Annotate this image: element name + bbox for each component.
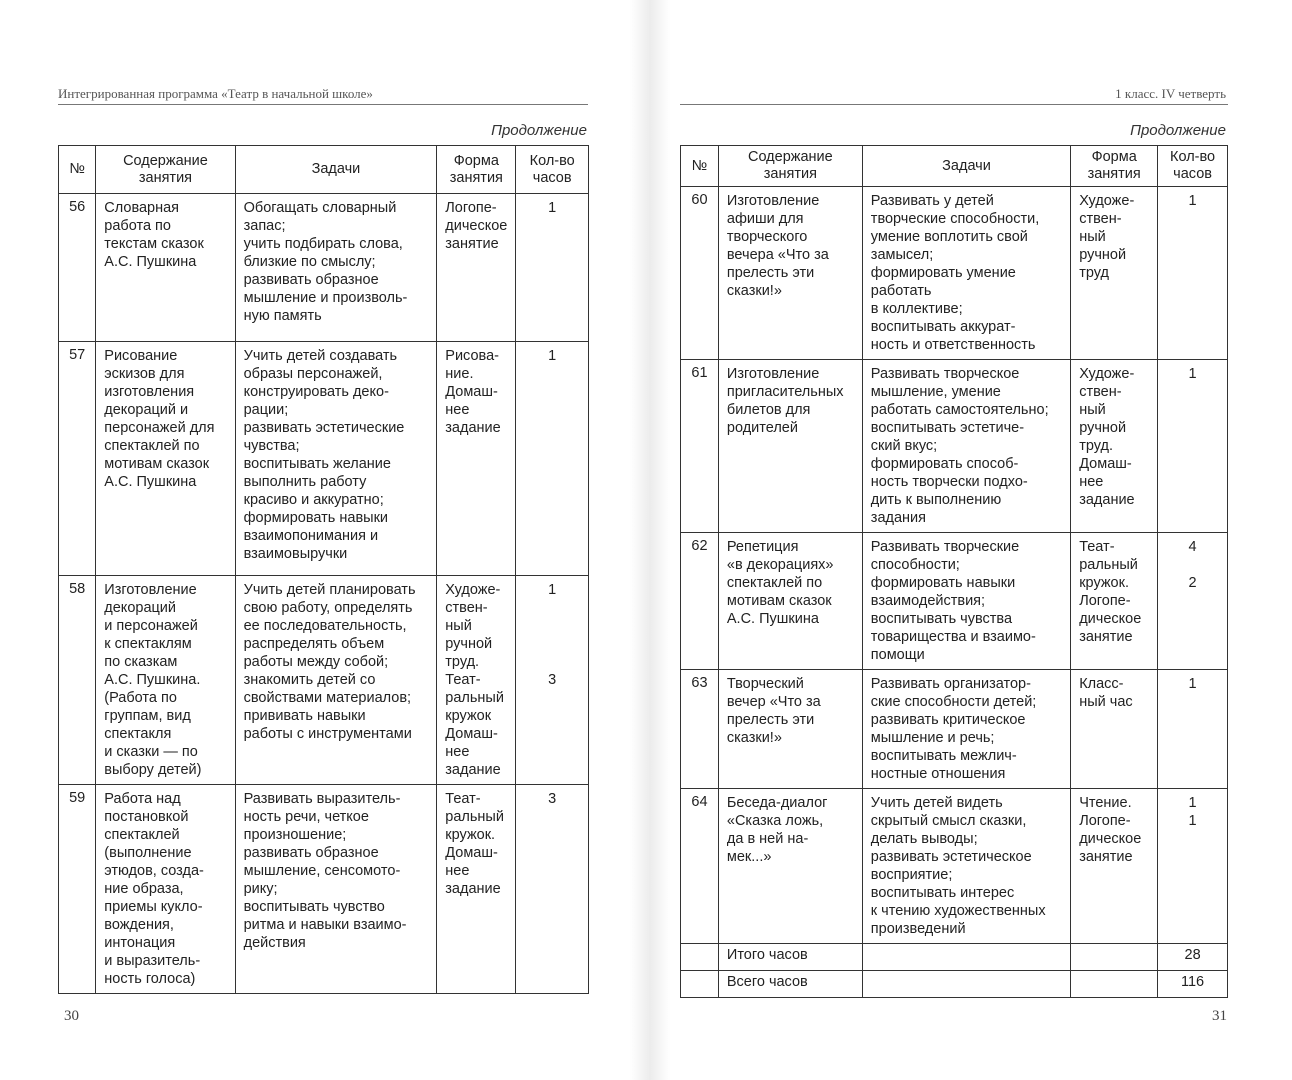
lesson-number: 56: [59, 194, 96, 342]
lesson-tasks: Развивать выразитель- ность речи, четкое произношение; развивать образное мышление, сенсомото- рику; воспитывать чувство ритма и навыки взаимо- действия: [235, 785, 437, 994]
lesson-form: Художе- ствен- ный ручной труд: [1071, 187, 1158, 360]
continuation-label-left: Продолжение: [491, 122, 587, 139]
table-row: [681, 670, 1228, 789]
table-header-row: [59, 146, 589, 194]
lesson-form: Рисова- ние. Домаш- нее задание: [437, 342, 516, 576]
table-row: [59, 342, 589, 576]
empty-cell: [681, 971, 719, 998]
lesson-number: 63: [681, 670, 719, 789]
lesson-number: 61: [681, 360, 719, 533]
lesson-table-left: [58, 145, 589, 994]
page-number-left: 30: [64, 1008, 79, 1024]
total-row-label: Итого часов: [718, 944, 862, 971]
table-row: [59, 194, 589, 342]
lesson-hours: 4 2: [1158, 533, 1228, 670]
total-row: [681, 944, 1228, 971]
table-row: [681, 533, 1228, 670]
lesson-tasks: Учить детей планировать свою работу, определять ее последовательность, распределять объем работы между собой; знакомить детей со свойствами материалов; прививать навыки работы с инструментами: [235, 576, 437, 785]
lesson-tasks: Развивать творческие способности; формировать навыки взаимодействия; воспитывать чувства товарищества и взаимо- помощи: [862, 533, 1070, 670]
table-row: [681, 187, 1228, 360]
header-number: №: [681, 146, 719, 187]
lesson-table-right: [680, 145, 1228, 998]
table-row: [681, 789, 1228, 944]
lesson-number: 58: [59, 576, 96, 785]
header-hours: Кол-во часов: [516, 146, 589, 194]
lesson-number: 57: [59, 342, 96, 576]
lesson-content: Беседа-диалог «Сказка ложь, да в ней на- мек...»: [718, 789, 862, 944]
lesson-content: Изготовление афиши для творческого вечера «Что за прелесть эти сказки!»: [718, 187, 862, 360]
lesson-number: 64: [681, 789, 719, 944]
header-form: Форма занятия: [437, 146, 516, 194]
lesson-number: 60: [681, 187, 719, 360]
lesson-content: Словарная работа по текстам сказок А.С. Пушкина: [96, 194, 235, 342]
continuation-label-right: Продолжение: [1130, 122, 1226, 139]
table-row: [59, 785, 589, 994]
lesson-content: Репетиция «в декорациях» спектаклей по мотивам сказок А.С. Пушкина: [718, 533, 862, 670]
lesson-tasks: Развивать у детей творческие способности, умение воплотить свой замысел; формировать умение работать в коллективе; воспитывать аккурат- ность и ответственность: [862, 187, 1070, 360]
empty-cell: [862, 971, 1070, 998]
lesson-form: Теат- ральный кружок. Логопе- дическое занятие: [1071, 533, 1158, 670]
header-tasks: Задачи: [862, 146, 1070, 187]
lesson-tasks: Развивать организатор- ские способности детей; развивать критическое мышление и речь; воспитывать межлич- ностные отношения: [862, 670, 1070, 789]
grand-total-row: [681, 971, 1228, 998]
lesson-hours: 1: [1158, 187, 1228, 360]
header-rule-left: [58, 104, 588, 105]
total-row-value: 28: [1158, 944, 1228, 971]
lesson-tasks: Учить детей создавать образы персонажей, конструировать деко- рации; развивать эстетические чувства; воспитывать желание выполнить работу красиво и аккуратно; формировать навыки взаимопонимания и взаимовыручки: [235, 342, 437, 576]
lesson-form: Класс- ный час: [1071, 670, 1158, 789]
lesson-content: Изготовление пригласительных билетов для родителей: [718, 360, 862, 533]
lesson-content: Творческий вечер «Что за прелесть эти сказки!»: [718, 670, 862, 789]
lesson-tasks: Учить детей видеть скрытый смысл сказки, делать выводы; развивать эстетическое восприятие; воспитывать интерес к чтению художественных произведений: [862, 789, 1070, 944]
grand-total-row-label: Всего часов: [718, 971, 862, 998]
header-hours: Кол-во часов: [1158, 146, 1228, 187]
lesson-hours: 1: [1158, 360, 1228, 533]
lesson-content: Изготовление декораций и персонажей к спектаклям по сказкам А.С. Пушкина. (Работа по группам, вид спектакля и сказки — по выбору детей): [96, 576, 235, 785]
table-row: [681, 360, 1228, 533]
running-head-left: Интегрированная программа «Театр в начальной школе»: [58, 86, 373, 101]
lesson-form: Логопе- дическое занятие: [437, 194, 516, 342]
header-rule-right: [680, 104, 1228, 105]
lesson-hours: 1: [516, 342, 589, 576]
running-head-right: 1 класс. IV четверть: [1115, 86, 1226, 101]
empty-cell: [1071, 944, 1158, 971]
lesson-hours: 1: [516, 194, 589, 342]
book-gutter: [630, 0, 670, 1080]
header-tasks: Задачи: [235, 146, 437, 194]
lesson-form: Чтение. Логопе- дическое занятие: [1071, 789, 1158, 944]
lesson-hours: 1: [1158, 670, 1228, 789]
header-content: Содержание занятия: [96, 146, 235, 194]
table-row: [59, 576, 589, 785]
lesson-hours: 1 1: [1158, 789, 1228, 944]
empty-cell: [1071, 971, 1158, 998]
header-form: Форма занятия: [1071, 146, 1158, 187]
header-number: №: [59, 146, 96, 194]
empty-cell: [862, 944, 1070, 971]
header-content: Содержание занятия: [718, 146, 862, 187]
lesson-content: Рисование эскизов для изготовления декораций и персонажей для спектаклей по мотивам сказок А.С. Пушкина: [96, 342, 235, 576]
grand-total-row-value: 116: [1158, 971, 1228, 998]
lesson-hours: 1 3: [516, 576, 589, 785]
lesson-form: Художе- ствен- ный ручной труд. Домаш- нее задание: [1071, 360, 1158, 533]
empty-cell: [681, 944, 719, 971]
lesson-tasks: Обогащать словарный запас; учить подбирать слова, близкие по смыслу; развивать образное мышление и произволь- ную память: [235, 194, 437, 342]
lesson-hours: 3: [516, 785, 589, 994]
lesson-number: 59: [59, 785, 96, 994]
lesson-tasks: Развивать творческое мышление, умение работать самостоятельно; воспитывать эстетиче- ский вкус; формировать способ- ность творчески подхо- дить к выполнению задания: [862, 360, 1070, 533]
lesson-form: Художе- ствен- ный ручной труд. Теат- ральный кружок Домаш- нее задание: [437, 576, 516, 785]
lesson-number: 62: [681, 533, 719, 670]
table-header-row: [681, 146, 1228, 187]
page-number-right: 31: [1212, 1008, 1227, 1024]
lesson-content: Работа над постановкой спектаклей (выполнение этюдов, созда- ние образа, приемы кукло- вождения, интонация и выразитель- ность голоса): [96, 785, 235, 994]
lesson-form: Теат- ральный кружок. Домаш- нее задание: [437, 785, 516, 994]
